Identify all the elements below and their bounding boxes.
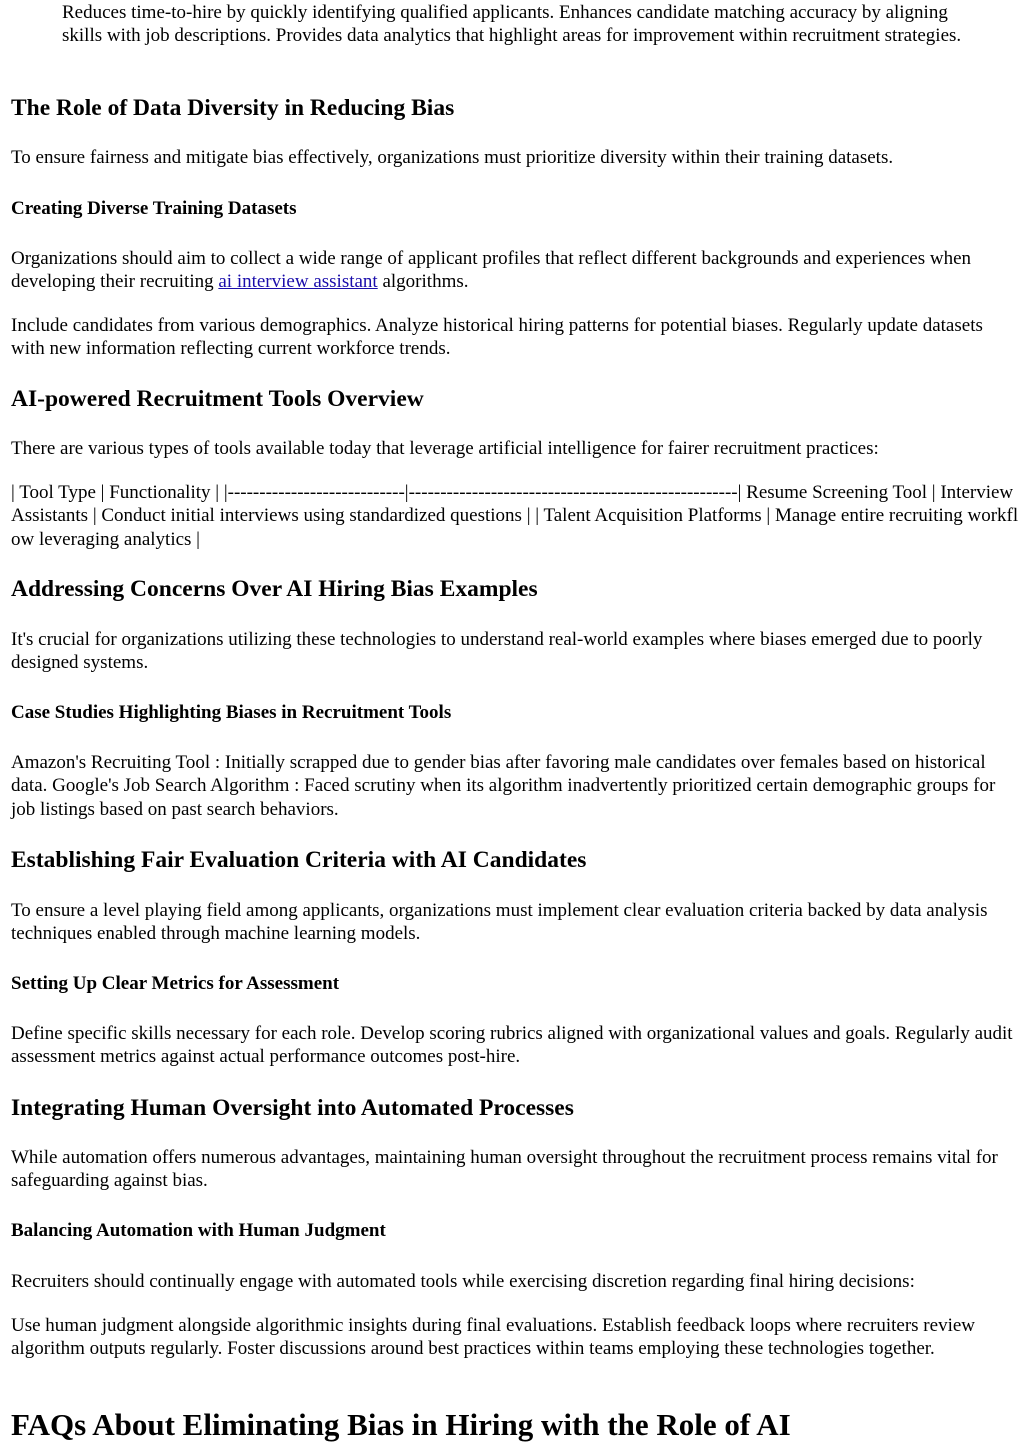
paragraph-balancing-2: Use human judgment alongside algorithmic insights during final evaluations. Establish feedback loops where recruiters review algorithm outputs regularly. Foster discussions around best practices within teams employing these technologies together. (11, 1315, 975, 1360)
paragraph-text-before-link: Organizations should aim to collect a wide range of applicant profiles that reflect different backgrounds and experiences when developing their recruiting (11, 248, 972, 293)
faq-heading: FAQs About Eliminating Bias in Hiring with the Role of AI (11, 1407, 791, 1442)
paragraph-diverse-datasets-2: Include candidates from various demographics. Analyze historical hiring patterns for potential biases. Regularly update datasets with new information reflecting current workforce trends. (11, 315, 983, 360)
heading-fair-criteria: Establishing Fair Evaluation Criteria with AI Candidates (11, 847, 587, 873)
paragraph-case-studies: Amazon's Recruiting Tool : Initially scrapped due to gender bias after favoring male candidates over females based on historical data. Google's Job Search Algorithm : Faced scrutiny when its algorithm inadvertently prioritized certain demographic groups for job listings based on past search behaviors. (11, 752, 996, 820)
paragraph-bias-examples: It's crucial for organizations utilizing these technologies to understand real-world examples where biases emerged due to poorly designed systems. (11, 629, 983, 674)
heading-tools-overview: AI-powered Recruitment Tools Overview (11, 386, 424, 412)
paragraph-human-oversight: While automation offers numerous advantages, maintaining human oversight throughout the recruitment process remains vital for safeguarding against bias. (11, 1147, 998, 1192)
heading-human-oversight: Integrating Human Oversight into Automated Processes (11, 1095, 574, 1121)
heading-clear-metrics: Setting Up Clear Metrics for Assessment (11, 973, 340, 994)
paragraph-tools-overview: There are various types of tools available today that leverage artificial intelligence for fairer recruitment practices: (11, 438, 879, 459)
tools-table-text: | Tool Type | Functionality | |----------------------------|----------------------------------------------------| Resume Screening Tool | Interview Assistants | Conduct initial interviews using standardized questions | | Talent Acquisition Platforms | Manage entire recruiting workflow leveraging analytics | (11, 482, 1019, 550)
heading-case-studies: Case Studies Highlighting Biases in Recruitment Tools (11, 702, 452, 723)
paragraph-diverse-datasets (11, 247, 1014, 294)
heading-bias-examples: Addressing Concerns Over AI Hiring Bias Examples (11, 576, 538, 602)
paragraph-text-after-link: algorithms. (377, 271, 469, 293)
heading-diverse-datasets: Creating Diverse Training Datasets (11, 198, 297, 219)
paragraph-balancing: Recruiters should continually engage with automated tools while exercising discretion regarding final hiring decisions: (11, 1271, 915, 1292)
intro-paragraph: Reduces time-to-hire by quickly identifying qualified applicants. Enhances candidate matching accuracy by aligning skills with job descriptions. Provides data analytics that highlight areas for improvement within recruitment strategies. (62, 2, 962, 47)
paragraph-fair-criteria: To ensure a level playing field among applicants, organizations must implement clear evaluation criteria backed by data analysis techniques enabled through machine learning models. (11, 900, 988, 945)
paragraph-data-diversity: To ensure fairness and mitigate bias effectively, organizations must prioritize diversity within their training datasets. (11, 147, 894, 168)
ai-interview-assistant-link[interactable]: ai interview assistant (218, 271, 378, 293)
paragraph-clear-metrics: Define specific skills necessary for each role. Develop scoring rubrics aligned with organizational values and goals. Regularly audit assessment metrics against actual performance outcomes post-hire. (11, 1023, 1013, 1068)
heading-data-diversity: The Role of Data Diversity in Reducing Bias (11, 95, 455, 121)
heading-balancing: Balancing Automation with Human Judgment (11, 1220, 386, 1241)
